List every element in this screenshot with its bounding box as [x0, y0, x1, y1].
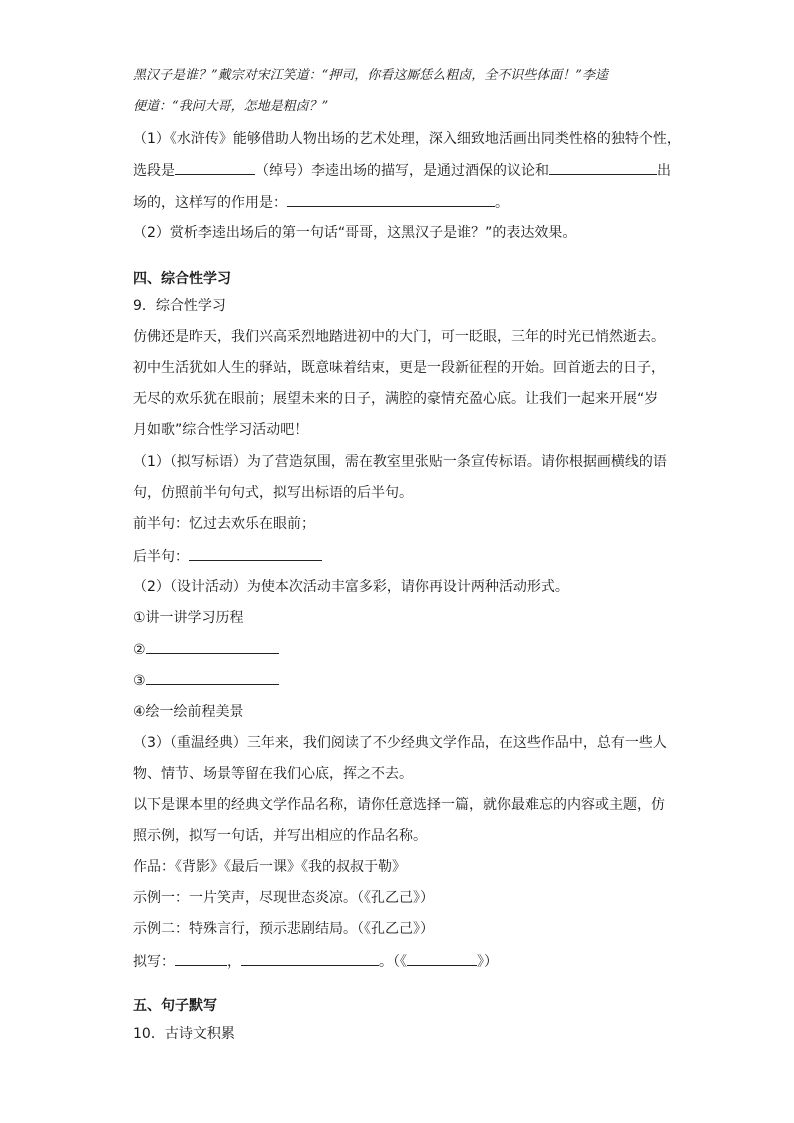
activity-item-2: [133, 639, 279, 660]
answer-blank-slogan[interactable]: [189, 546, 322, 561]
q8-part1-text: 。: [495, 195, 509, 211]
story-line-1: 黑汉子是谁？”戴宗对宋江笑道：“押司，你看这厮恁么粗卤，全不识些体面！”李逵: [133, 68, 608, 83]
q8-part1-text: 场的，这样写的作用是：: [133, 195, 287, 211]
answer-blank-nickname[interactable]: [175, 160, 255, 175]
story-line-2: 便道：“我问大哥，怎地是粗卤？”: [133, 99, 329, 114]
activity-item-3: [133, 670, 279, 691]
answer-blank-phrase-2[interactable]: [241, 951, 379, 966]
write-line: [133, 951, 498, 972]
answer-blank-work-title[interactable]: [407, 951, 477, 966]
q8-part1-line1: （1）《水浒传》能够借助人物出场的艺术处理，深入细致地活画出同类性格的独特个性，: [133, 131, 681, 147]
write-mid: 。（《: [379, 954, 407, 970]
q9-part3-line1: （3）（重温经典）三年来，我们阅读了不少经典文学作品，在这些作品中，总有一些人: [133, 735, 667, 751]
second-half-slogan: [133, 546, 322, 567]
q9-part3-line4: 照示例，拟写一句话，并写出相应的作品名称。: [133, 828, 427, 844]
q9-part2: （2）（设计活动）为使本次活动丰富多彩，请你再设计两种活动形式。: [133, 579, 569, 595]
q9-part1-line1: （1）（拟写标语）为了营造氛围，需在教室里张贴一条宣传标语。请你根据画横线的语: [133, 454, 667, 470]
write-end: 》）: [477, 954, 498, 970]
answer-blank-effect[interactable]: [287, 192, 495, 207]
write-comma: ，: [227, 954, 241, 970]
q9-part3-line3: 以下是课本里的经典文学作品名称，请你任意选择一篇，就你最难忘的内容或主题，仿: [133, 797, 665, 813]
q9-title: 9．综合性学习: [133, 298, 226, 314]
q9-part1-line2: 句，仿照前半句句式，拟写出标语的后半句。: [133, 485, 413, 501]
q9-part3-line2: 物、情节、场景等留在我们心底，挥之不去。: [133, 766, 413, 782]
q8-part1-text: （绰号）李逵出场的描写，是通过酒保的议论和: [255, 163, 549, 179]
activity-number: ②: [133, 642, 146, 658]
answer-blank-phrase-1[interactable]: [175, 951, 227, 966]
q8-part2: （2）赏析李逵出场后的第一句话“哥哥，这黑汉子是谁？”的表达效果。: [133, 225, 577, 241]
works-list: 作品：《背影》《最后一课》《我的叔叔于勒》: [133, 859, 406, 875]
example-1: 示例一：一片笑声，尽现世态炎凉。（《孔乙己》）: [133, 890, 434, 906]
answer-blank-activity-2[interactable]: [146, 639, 279, 654]
q8-part1-text: 选段是: [133, 163, 175, 179]
q8-part1-line3: [133, 192, 509, 213]
example-2: 示例二：特殊言行，预示悲剧结局。（《孔乙己》）: [133, 921, 434, 937]
q10-title: 10．古诗文积累: [133, 1026, 235, 1042]
q9-intro-line: 月如歌”综合性学习活动吧！: [133, 422, 309, 438]
section-4-heading: 四、综合性学习: [133, 271, 231, 287]
q9-intro-line: 仿佛还是昨天，我们兴高采烈地踏进初中的大门，可一眨眼，三年的时光已悄然逝去。: [133, 329, 665, 345]
answer-blank-method[interactable]: [549, 160, 657, 175]
activity-item-1: ①讲一讲学习历程: [133, 610, 244, 626]
section-5-heading: 五、句子默写: [133, 998, 217, 1014]
answer-blank-activity-3[interactable]: [146, 670, 279, 685]
q9-intro-line: 初中生活犹如人生的驿站，既意味着结束，更是一段新征程的开始。回首逝去的日子，: [133, 360, 665, 376]
q8-part1-text: 出: [657, 163, 671, 179]
q8-part1-line2: [133, 160, 671, 181]
second-half-label: 后半句：: [133, 549, 189, 565]
q9-intro-line: 无尽的欢乐犹在眼前；展望未来的日子，满腔的豪情充盈心底。让我们一起来开展“岁: [133, 391, 659, 407]
write-label: 拟写：: [133, 954, 175, 970]
first-half-slogan: 前半句：忆过去欢乐在眼前；: [133, 516, 315, 532]
activity-item-4: ④绘一绘前程美景: [133, 704, 244, 720]
activity-number: ③: [133, 673, 146, 689]
